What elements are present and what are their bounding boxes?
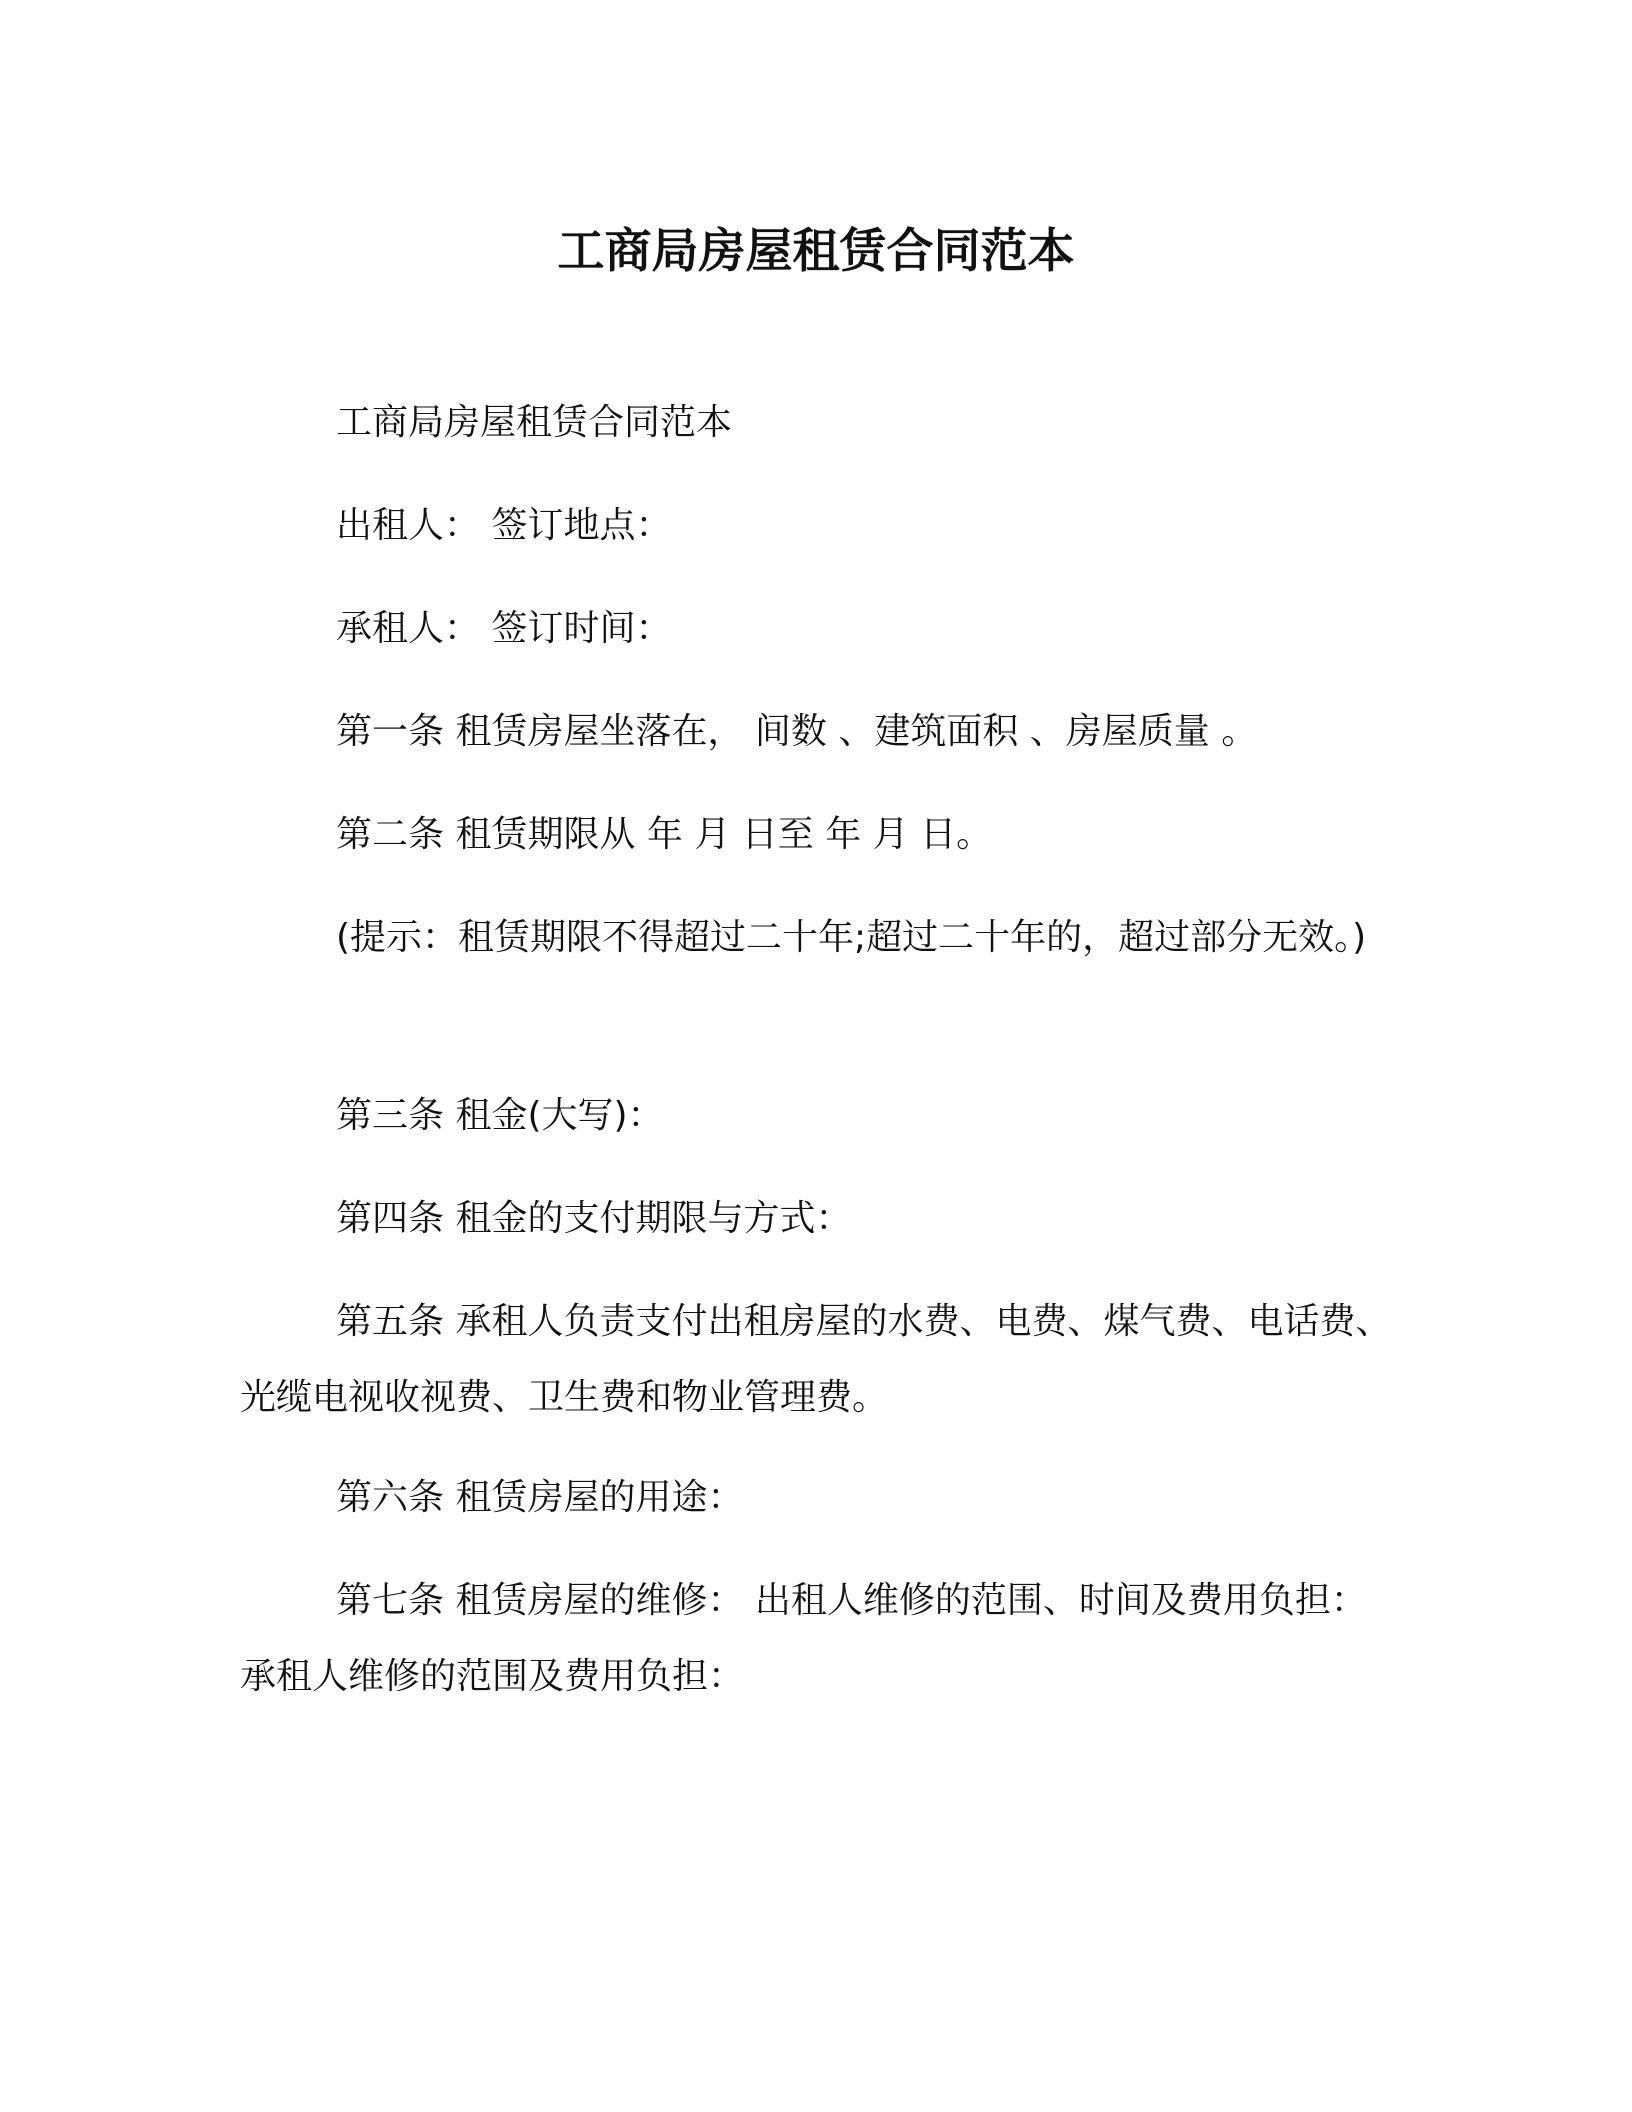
paragraph-lessee: 承租人： 签订时间： [336,608,672,649]
document-title: 工商局房屋租赁合同范本 [557,224,1075,279]
paragraph-subtitle: 工商局房屋租赁合同范本 [336,402,733,443]
paragraph-hint: (提示：租赁期限不得超过二十年;超过二十年的，超过部分无效。) [336,917,1367,958]
paragraph-article-7: 第七条 租赁房屋的维修： 出租人维修的范围、时间及费用负担：承租人维修的范围及费用负担： [240,1580,1367,1697]
paragraph-lessor: 出租人： 签订地点： [336,505,672,546]
paragraph-article-1: 第一条 租赁房屋坐落在， 间数 、建筑面积 、房屋质量 。 [336,711,1258,752]
paragraph-article-6: 第六条 租赁房屋的用途： [336,1477,744,1518]
paragraph-article-4: 第四条 租金的支付期限与方式： [336,1198,852,1239]
paragraph-article-3: 第三条 租金(大写)： [336,1095,664,1136]
paragraph-article-2: 第二条 租赁期限从 年 月 日至 年 月 日。 [336,814,993,855]
paragraph-article-5: 第五条 承租人负责支付出租房屋的水费、电费、煤气费、电话费、光缆电视收视费、卫生费和物业管理费。 [240,1301,1392,1418]
